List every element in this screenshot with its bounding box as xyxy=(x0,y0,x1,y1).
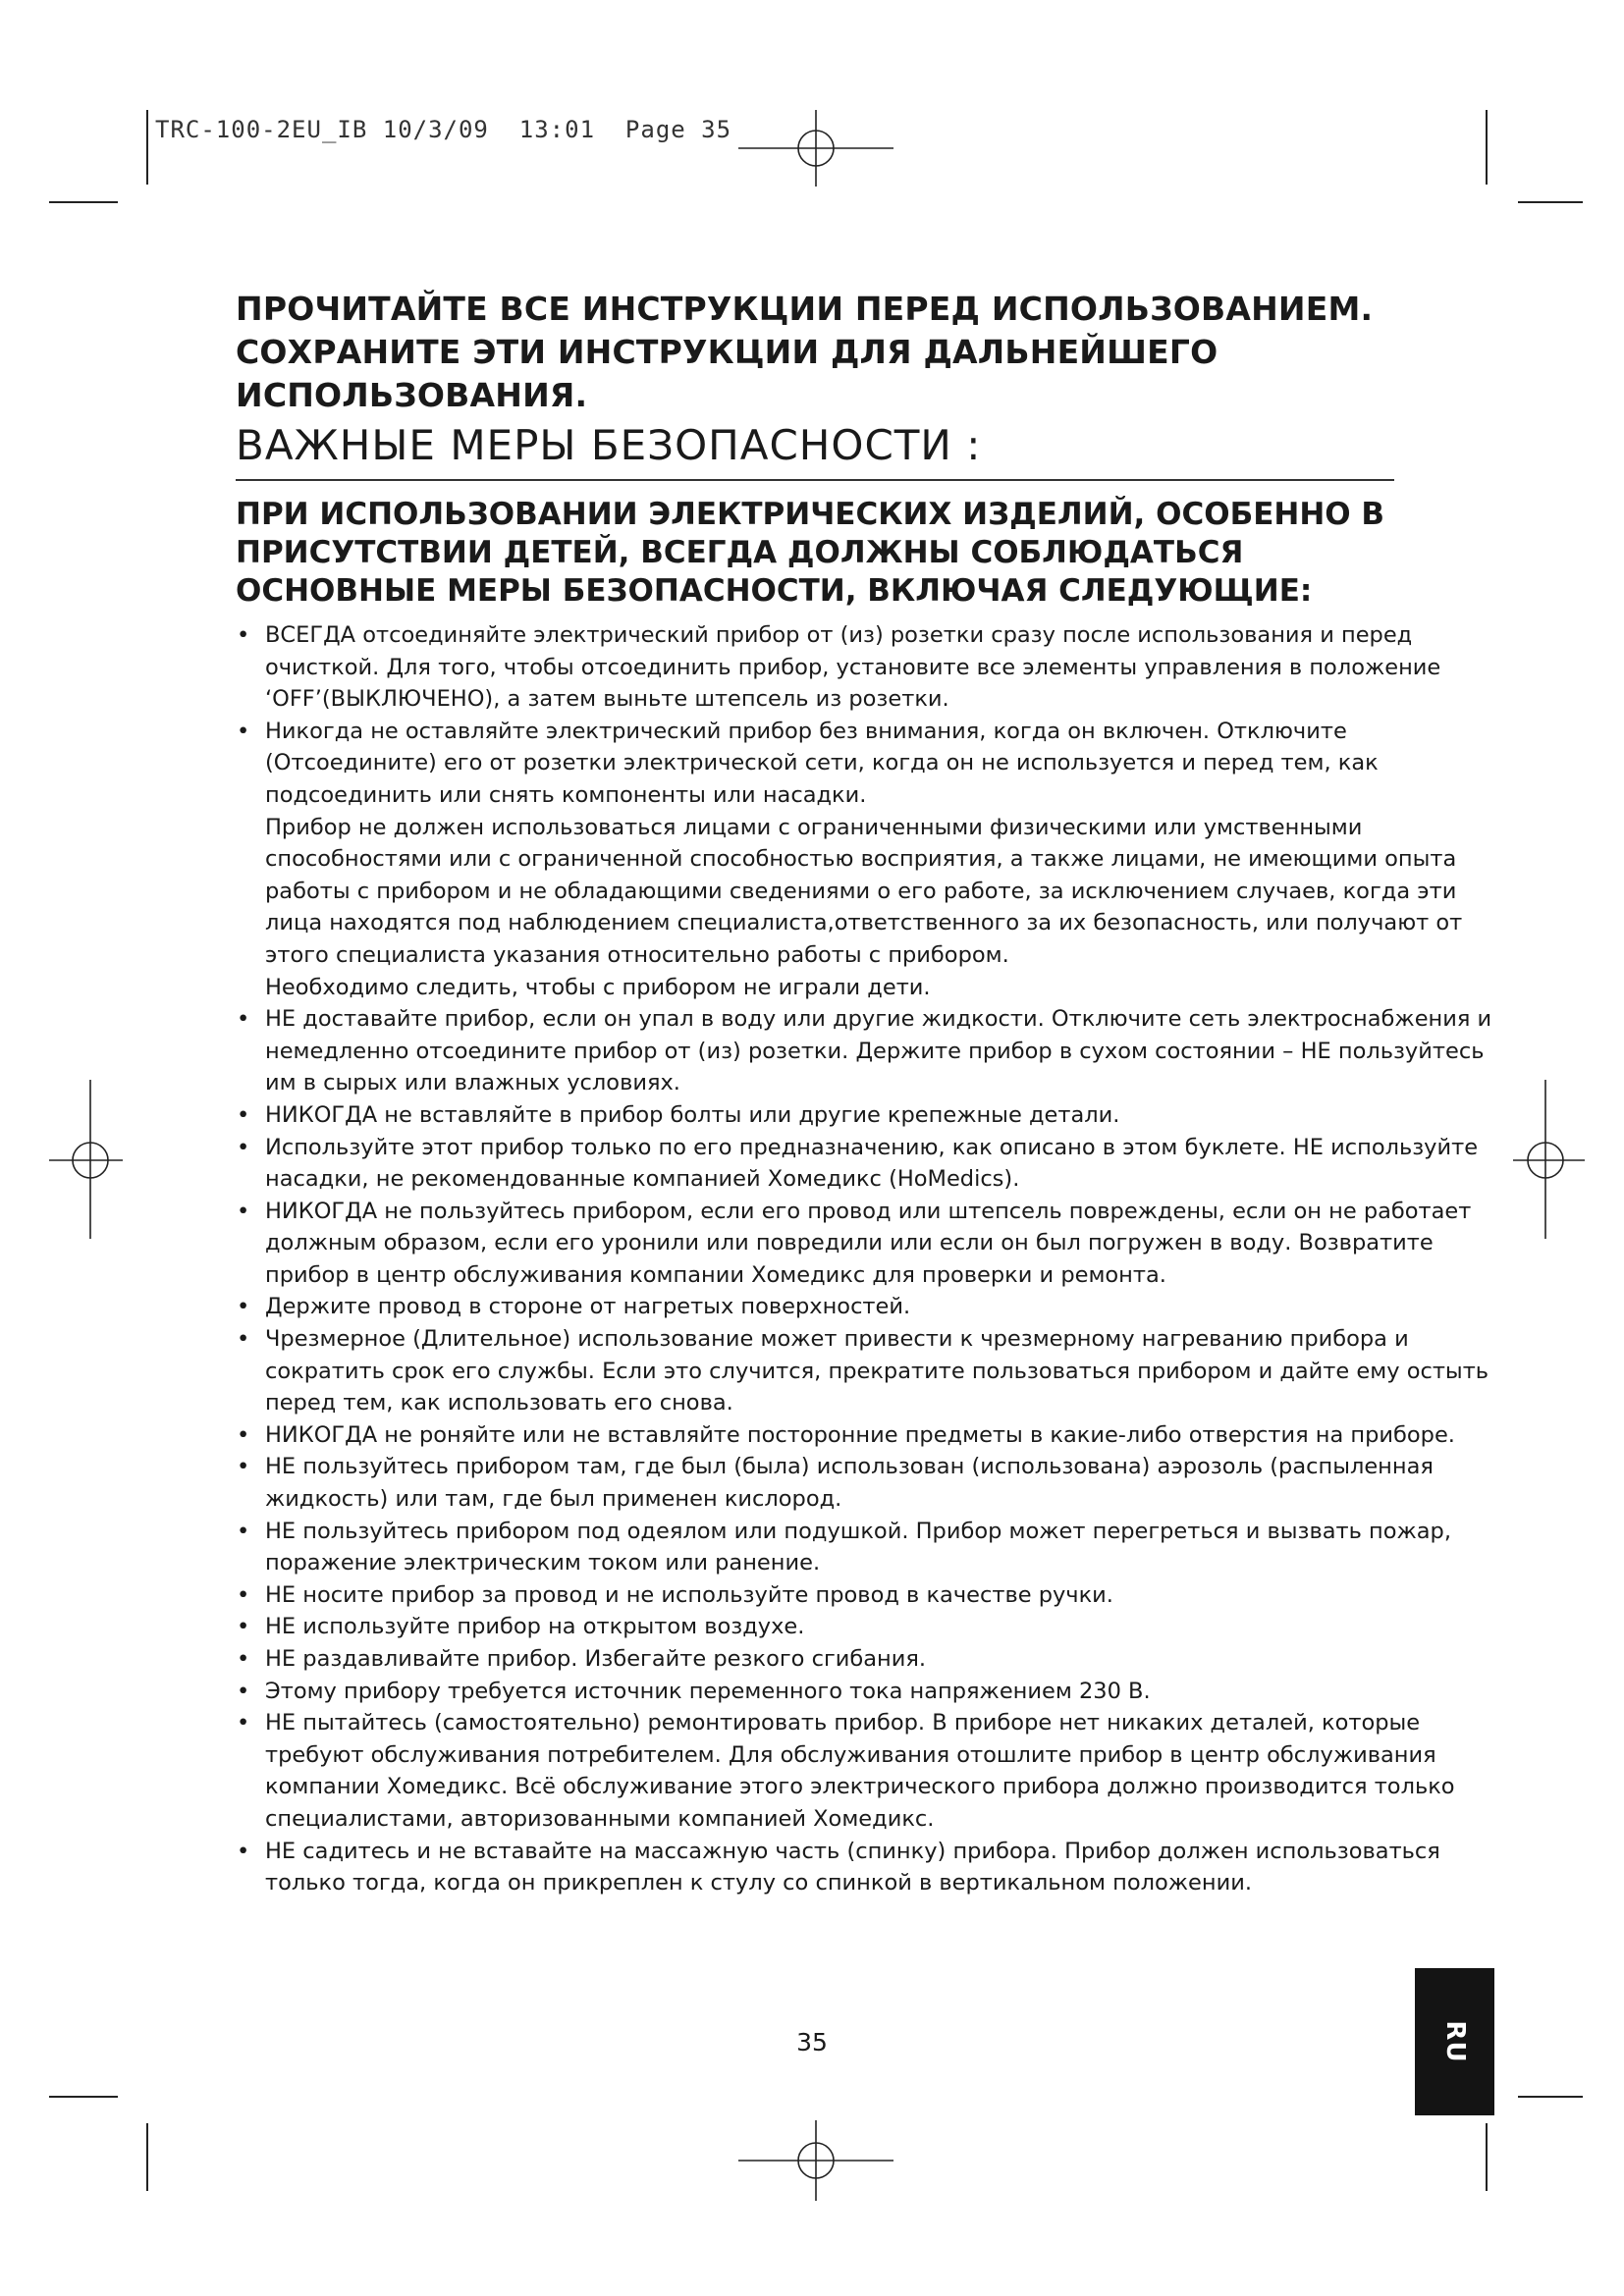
list-item-text: НИКОГДА не роняйте или не вставляйте посторонние предметы в какие-либо отверстия на приборе. xyxy=(265,1421,1455,1448)
list-item xyxy=(234,619,1505,716)
list-item-text: Чрезмерное (Длительное) использование может привести к чрезмерному нагреванию прибора и сократить срок его службы. Если это случится, прекратите пользоваться прибором и дайте ему остыть перед тем, как использовать его снова. xyxy=(265,1326,1489,1416)
list-item xyxy=(234,1836,1505,1899)
language-tab-label: RU xyxy=(1439,2020,1470,2063)
list-item xyxy=(234,1579,1505,1612)
registration-mark-top xyxy=(738,110,893,187)
list-item-text: НЕ пользуйтесь прибором под одеялом или подушкой. Прибор может перегреться и вызвать пожар, поражение электрическим током или ранение. xyxy=(265,1518,1451,1576)
list-item xyxy=(234,1643,1505,1676)
list-item-note: Необходимо следить, чтобы с прибором не играли дети. xyxy=(265,974,931,1000)
list-item-text: НЕ используйте прибор на открытом воздухе. xyxy=(265,1614,805,1640)
list-item xyxy=(234,1323,1505,1419)
list-item xyxy=(234,1516,1505,1579)
list-item-text: НИКОГДА не вставляйте в прибор болты или другие крепежные детали. xyxy=(265,1101,1120,1128)
list-item-text: НЕ доставайте прибор, если он упал в воду или другие жидкости. Отключите сеть электроснабжения и немедленно отсоедините прибор от (из) розетки. Держите прибор в сухом состоянии – НЕ пользуйтесь им в сырых или влажных условиях. xyxy=(265,1006,1492,1096)
section-title: ВАЖНЫЕ МЕРЫ БЕЗОПАСНОСТИ : xyxy=(236,421,982,469)
list-item xyxy=(234,1291,1505,1323)
list-item xyxy=(234,1676,1505,1708)
list-item-text: НЕ раздавливайте прибор. Избегайте резкого сгибания. xyxy=(265,1646,927,1672)
list-item xyxy=(234,716,1505,1003)
list-item-text: НЕ садитесь и не вставайте на массажную часть (спинку) прибора. Прибор должен использоваться только тогда, когда он прикреплен к стулу со спинкой в вертикальном положении. xyxy=(265,1838,1440,1896)
intro-heading: ПРОЧИТАЙТЕ ВСЕ ИНСТРУКЦИИ ПЕРЕД ИСПОЛЬЗОВАНИЕМ. СОХРАНИТЕ ЭТИ ИНСТРУКЦИИ ДЛЯ ДАЛЬНЕЙШЕГО ИСПОЛЬЗОВАНИЯ. xyxy=(236,290,1374,414)
print-slug: TRC-100-2EU_IB 10/3/09 13:01 Page 35 xyxy=(155,116,732,143)
list-item xyxy=(234,1196,1505,1292)
list-item-text: Держите провод в стороне от нагретых поверхностей. xyxy=(265,1294,911,1320)
list-item xyxy=(234,1099,1505,1132)
list-item xyxy=(234,1003,1505,1099)
list-item xyxy=(234,1707,1505,1835)
list-item-text: НЕ пользуйтесь прибором там, где был (была) использован (использована) аэрозоль (распыленная жидкость) или там, где был применен кислород. xyxy=(265,1454,1434,1513)
list-item-text: НИКОГДА не пользуйтесь прибором, если его провод или штепсель повреждены, если он не работает должным образом, если его уронили или повредили или если он был погружен в воду. Возвратите прибор в центр обслуживания компании Хомедикс для проверки и ремонта. xyxy=(265,1198,1472,1288)
page-number: 35 xyxy=(796,2028,828,2056)
list-item xyxy=(234,1451,1505,1515)
list-item-text: Используйте этот прибор только по его предназначению, как описано в этом буклете. НЕ используйте насадки, не рекомендованные компанией Хомедикс (HoMedics). xyxy=(265,1134,1479,1193)
list-item xyxy=(234,1611,1505,1643)
section-divider xyxy=(236,479,1394,481)
list-item-note: Прибор не должен использоваться лицами с ограниченными физическими или умственными способностями или с ограниченной способностью восприятия, а также лицами, не имеющими опыта работы с прибором и не обладающими сведениями о его работе, за исключением случаев, когда эти лица находятся под наблюдением специалиста,ответственного за их безопасность, или получают от этого специалиста указания относительно работы с прибором. xyxy=(265,814,1463,968)
registration-mark-left xyxy=(49,1080,123,1239)
list-item-text: ВСЕГДА отсоединяйте электрический прибор от (из) розетки сразу после использования и перед очисткой. Для того, чтобы отсоединить прибор, установите все элементы управления в положение ‘OFF’(ВЫКЛЮЧЕНО), а затем выньте штепсель из розетки. xyxy=(265,622,1441,713)
registration-mark-right xyxy=(1513,1080,1585,1239)
language-tab xyxy=(1415,1968,1494,2115)
list-item xyxy=(234,1132,1505,1196)
list-item-text: НЕ носите прибор за провод и не используйте провод в качестве ручки. xyxy=(265,1581,1113,1608)
list-item-text: Этому прибору требуется источник переменного тока напряжением 230 В. xyxy=(265,1678,1151,1704)
lead-paragraph: ПРИ ИСПОЛЬЗОВАНИИ ЭЛЕКТРИЧЕСКИХ ИЗДЕЛИЙ, ОСОБЕННО В ПРИСУТСТВИИ ДЕТЕЙ, ВСЕГДА ДОЛЖНЫ СОБЛЮДАТЬСЯ ОСНОВНЫЕ МЕРЫ БЕЗОПАСНОСТИ, ВКЛЮЧАЯ СЛЕДУЮЩИЕ: xyxy=(236,497,1385,609)
registration-mark-bottom xyxy=(738,2120,893,2201)
safety-list xyxy=(234,619,1505,1899)
list-item xyxy=(234,1419,1505,1452)
list-item-text: • Никогда не оставляйте электрический прибор без внимания, когда он включен. Отключите (Отсоедините) его от розетки электрической сети, когда он не используется и перед тем, как подсоединить или снять компоненты или насадки. xyxy=(265,718,1379,808)
list-item-text: НЕ пытайтесь (самостоятельно) ремонтировать прибор. В приборе нет никаких деталей, которые требуют обслуживания потребителем. Для обслуживания отошлите прибор в центр обслуживания компании Хомедикс. Всё обслуживание этого электрического прибора должно производится только специалистами, авторизованными компанией Хомедикс. xyxy=(265,1710,1455,1832)
